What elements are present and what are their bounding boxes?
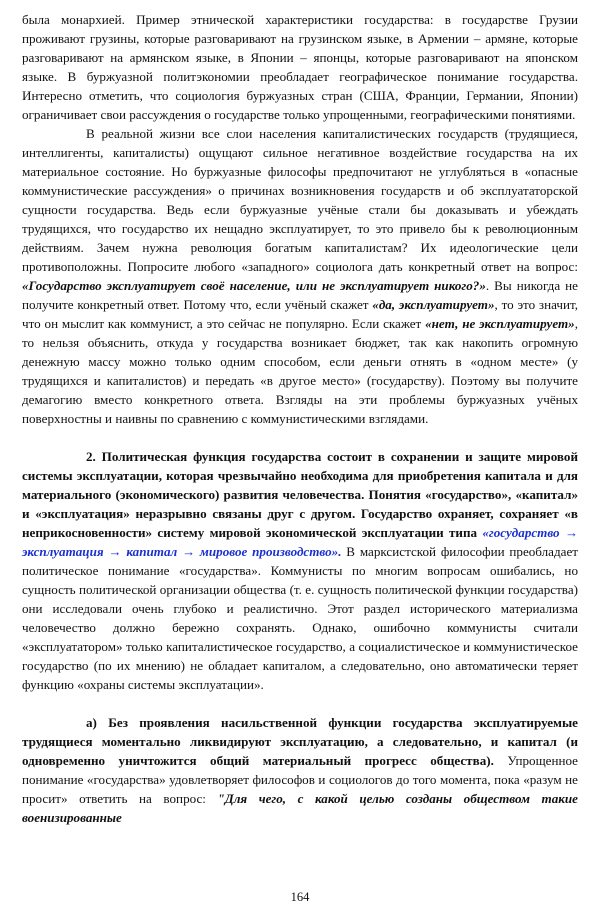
question-quote: «Государство эксплуатирует своё население, или не эксплуатирует никого?» <box>22 278 486 293</box>
question-quote: "Для чего, с какой целью созданы обществом такие военизированные <box>22 791 578 825</box>
answer-no-quote: «нет, не эксплуатирует» <box>425 316 575 331</box>
paragraph-gap <box>22 694 578 713</box>
paragraph-gap <box>22 428 578 447</box>
paragraph-text: , то это значит, что он мыслит как коммунист, а это сейчас не популярно. Если скажет <box>22 297 579 331</box>
paragraph-text: . Вы никогда не получите конкретный ответ. Потому что, если учёный скажет <box>22 278 578 312</box>
subsection-heading: а) Без проявления насильственной функции государства эксплуатируемые трудящиеся моментально ликвидируют эксплуатацию, а следовательно, и капитал (и одновременно уничтожится общий материальный прогресс общества). <box>22 715 578 768</box>
paragraph-text: , то нельзя объяснить, откуда у государства возникает бюджет, так как накопить огромную денежную массу можно только одним способом, если деньги отнять в «одном месте» (у трудящихся и капиталистов) и передать «в другое место» (государству). Поэтому вы получите демагогию вместо конкретного ответа. Взгляды на эти проблемы буржуазных учёных поверхностны и наивны по сравнению с коммунистическими взглядами. <box>22 316 578 426</box>
answer-yes-quote: «да, эксплуатирует» <box>372 297 495 312</box>
paragraph-real-life <box>22 124 578 428</box>
paragraph-text: В реальной жизни все слои населения капиталистических государств (трудящиеся, интеллигенты, капиталисты) ощущают сильное негативное воздействие государства на их материальное состояние. Но буржуазные философы предпочитают не углубляться в «опасные коммунистические рассуждения» о причинах возникновения государств и об эксплуататорской сущности государства. Ведь если буржуазные учёные стали бы доказывать и убеждать трудящихся, что государство их нещадно эксплуатирует, то это привело бы к революционным действиям. Зачем нужна революция богатым капиталистам? Их идеологические цели противоположны. Попросите любого «западного» социолога дать конкретный ответ на вопрос: <box>22 126 578 274</box>
page-number: 164 <box>290 890 310 904</box>
document-page <box>22 10 578 827</box>
paragraph-text: Упрощенное понимание «государства» удовлетворяет философов и социологов до того момента, пока «разум не просит» ответить на вопрос: <box>22 753 578 806</box>
exploitation-chain: «государство → эксплуатация → капитал → мировое производство». <box>22 525 578 559</box>
section-heading: 2. Политическая функция государства состоит в сохранении и защите мировой системы эксплуатации, которая чрезвычайно необходима для приобретения капитала и для материального (экономического) развития человечества. Понятия «государство», «капитал» и «эксплуатация» неразрывно связаны друг с другом. Государство охраняет, сохраняет «в неприкосновенности» систему мировой экономической эксплуатации типа <box>22 449 578 540</box>
paragraph-text: В марксистской философии преобладает политическое понимание «государства». Коммунисты по многим вопросам ошибались, но сущность политической организации общества (т. е. сущность политической функции государства) они исследовали очень глубоко и реалистично. Этот раздел исторического материализма человечество должно бережно сохранять. Однако, ошибочно коммунисты считали «эксплуататором» только капиталистическое государство, а социалистическое и коммунистическое государство (по их мнению) не обладает капиталом, а следовательно, оно автоматически теряет функцию «охраны системы эксплуатации». <box>22 544 578 692</box>
paragraph-violent-function <box>22 713 578 827</box>
paragraph-political-function <box>22 447 578 694</box>
paragraph-ethnic-characteristic: была монархией. Пример этнической характеристики государства: в государстве Грузии проживают грузины, которые разговаривают на грузинском языке, в Армении – армяне, которые разговаривают на армянском языке, в Японии – японцы, которые разговаривают на японском языке. В буржуазной политэкономии преобладает географическое понимание государства. Интересно отметить, что социология буржуазных стран (США, Франции, Германии, Японии) ограничивает свои рассуждения о государстве только упрощенными, географическими понятиями. <box>22 12 578 122</box>
